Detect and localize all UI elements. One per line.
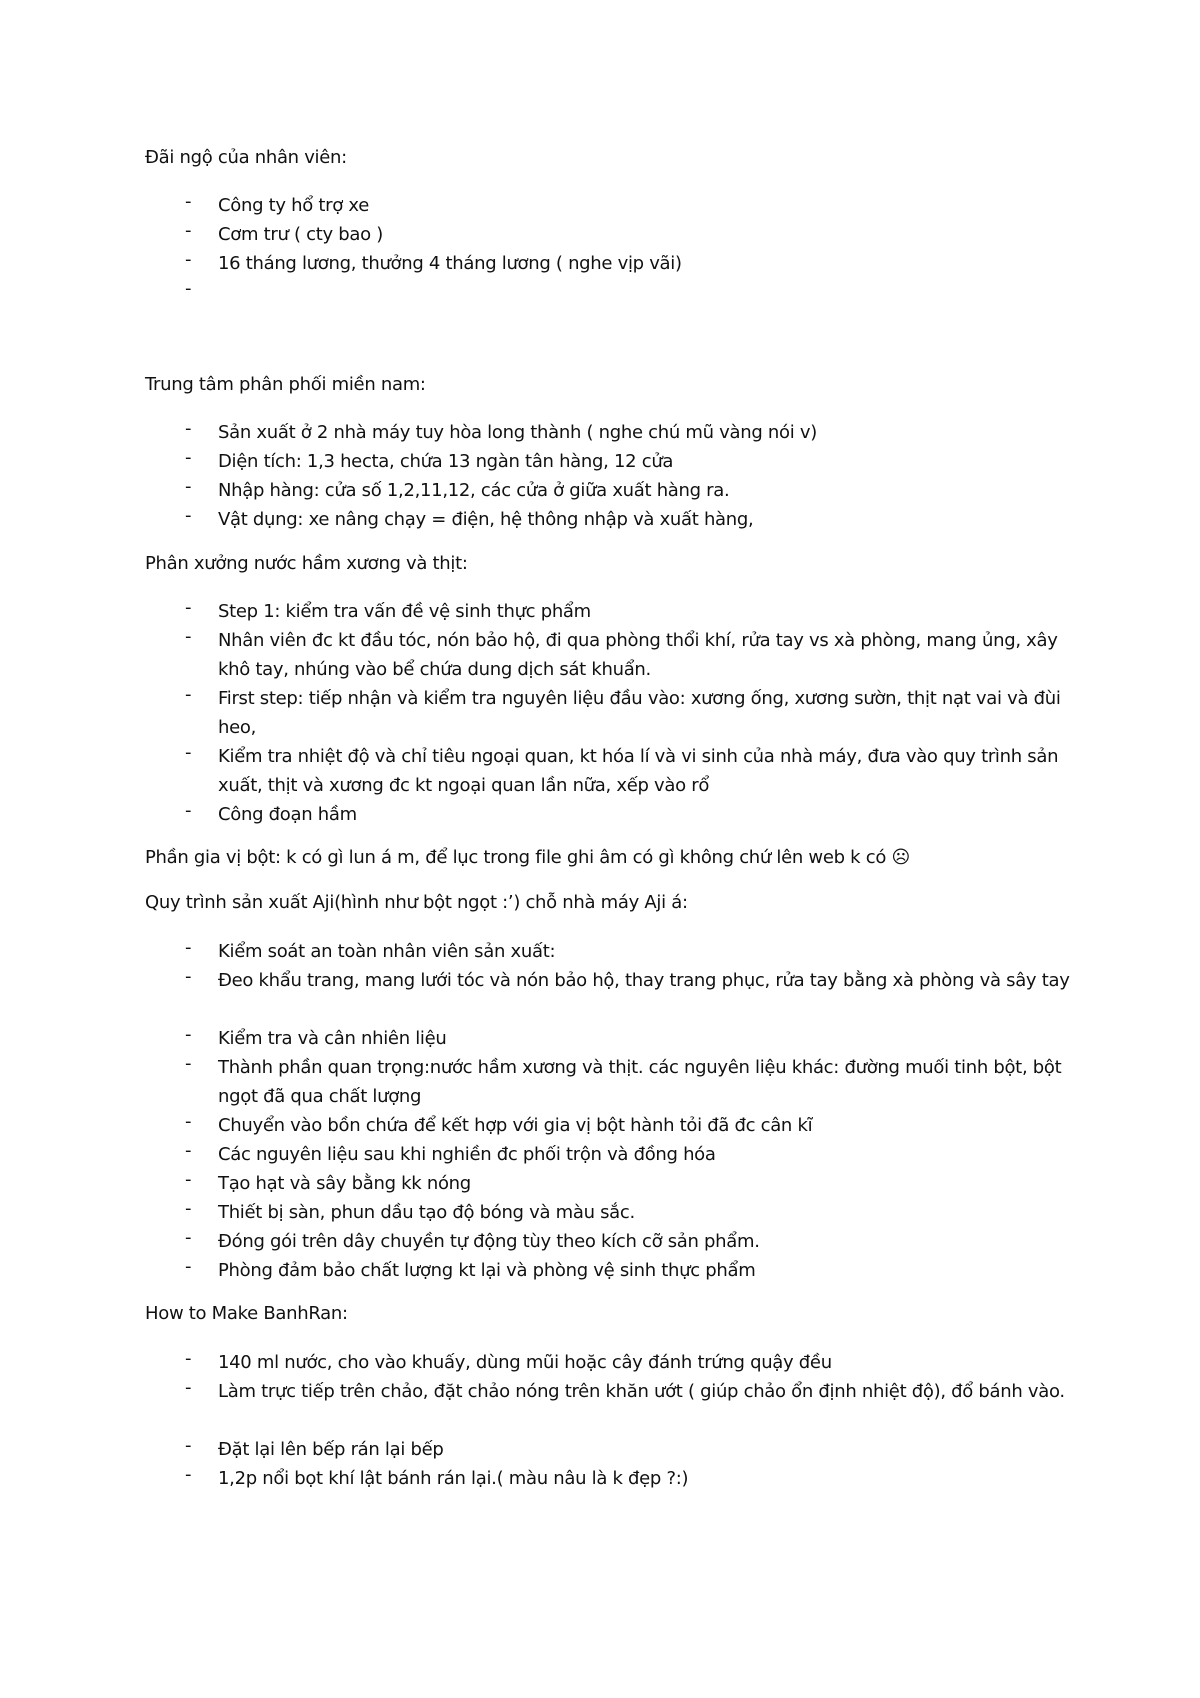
bullet-dash: -: [185, 1111, 192, 1132]
section-heading-seasoning: Phần gia vị bột: k có gì lun á m, để lục trong file ghi âm có gì không chứ lên web k có ☹: [145, 847, 910, 868]
bullet-dash: -: [185, 1140, 192, 1161]
bullet-dash: -: [185, 1053, 192, 1074]
bullet-dash: -: [185, 476, 192, 497]
bullet-dash: -: [185, 220, 192, 241]
bullet-dash: -: [185, 1227, 192, 1248]
bullet-dash: -: [185, 191, 192, 212]
bullet-dash: -: [185, 597, 192, 618]
bullet-dash: -: [185, 800, 192, 821]
bullet-dash: -: [185, 418, 192, 439]
bullet-dash: -: [185, 447, 192, 468]
bullet-dash: -: [185, 1348, 192, 1369]
section-heading-broth-workshop: Phân xưởng nước hầm xương và thịt:: [145, 553, 468, 574]
bullet-dash: -: [185, 505, 192, 526]
section-heading-aji-process: Quy trình sản xuất Aji(hình như bột ngọt :’) chỗ nhà máy Aji á:: [145, 892, 688, 913]
bullet-dash: -: [185, 1024, 192, 1045]
bullet-dash: -: [185, 966, 192, 987]
section-heading-benefits: Đãi ngộ của nhân viên:: [145, 147, 347, 168]
bullet-dash: -: [185, 1198, 192, 1219]
bullet-dash: -: [185, 249, 192, 270]
bullet-dash: -: [185, 1256, 192, 1277]
bullet-dash: -: [185, 626, 192, 647]
section-heading-distribution-center: Trung tâm phân phối miền nam:: [145, 374, 426, 395]
bullet-dash: -: [185, 742, 192, 763]
bullet-dash: -: [185, 278, 192, 299]
section-heading-banh-ran: How to Make BanhRan:: [145, 1303, 348, 1324]
bullet-dash: -: [185, 1464, 192, 1485]
bullet-dash: -: [185, 937, 192, 958]
bullet-dash: -: [185, 1435, 192, 1456]
bullet-dash: -: [185, 1169, 192, 1190]
bullet-dash: -: [185, 1377, 192, 1398]
bullet-dash: -: [185, 684, 192, 705]
